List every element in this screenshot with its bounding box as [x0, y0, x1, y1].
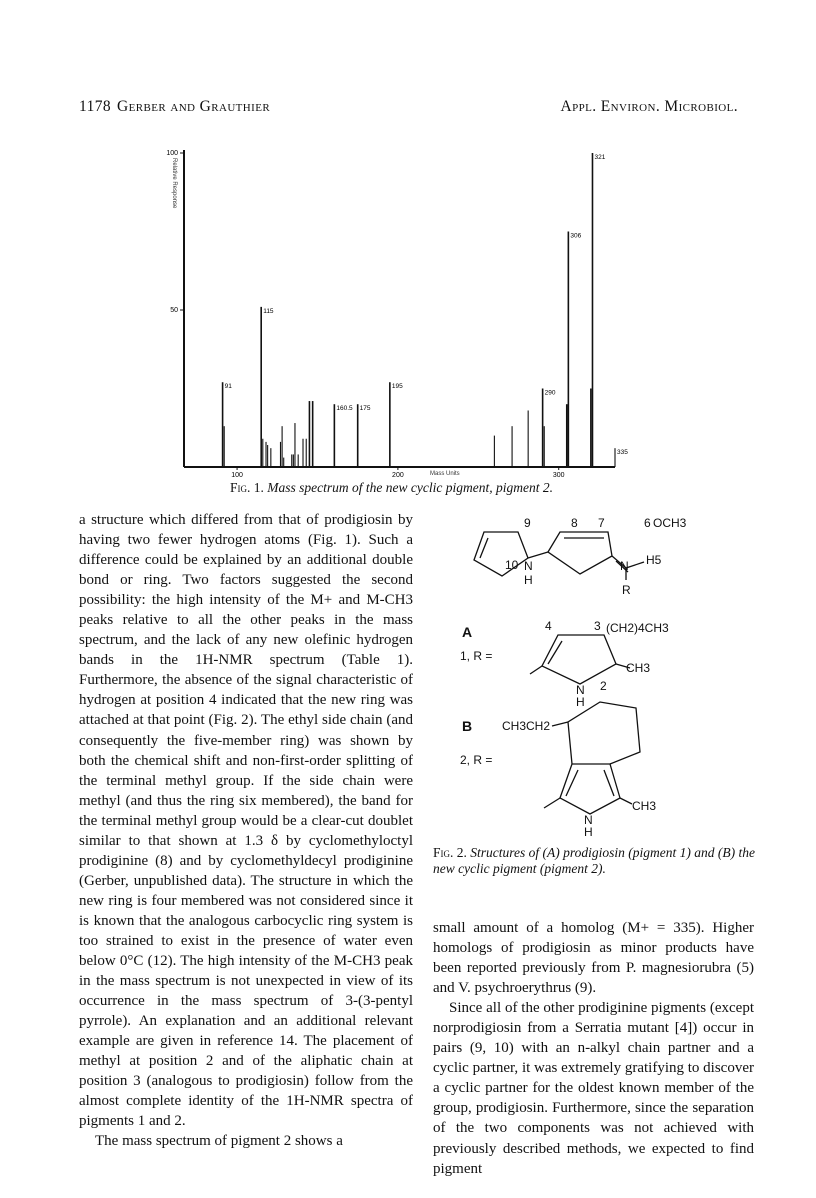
chemical-structures-figure	[440, 508, 760, 838]
x-axis-label: Mass Units	[430, 471, 460, 477]
structure-a-label: A	[462, 624, 473, 640]
atom-label: R	[622, 583, 631, 597]
peak-label: 91	[224, 383, 232, 391]
peak-label: 160.5	[336, 405, 353, 413]
cyclopentane-ring	[568, 702, 640, 764]
bond	[620, 798, 632, 804]
double-bond	[548, 641, 562, 664]
peak-label: 335	[617, 449, 628, 457]
figure-2-caption	[433, 845, 755, 877]
peak-label: 321	[594, 154, 606, 161]
running-header-left	[79, 98, 270, 116]
atom-label: 10	[505, 558, 519, 572]
bond	[552, 722, 568, 726]
atom-label: CH3CH2	[502, 719, 551, 733]
figure-1-caption	[230, 480, 553, 496]
figure-1-caption-text: Mass spectrum of the new cyclic pigment, pigment 2.	[267, 480, 553, 495]
atom-label: H5	[646, 553, 662, 567]
peak-label: 195	[391, 383, 403, 391]
running-header-authors: Gerber and Grauthier	[117, 98, 271, 115]
figure-2-caption-text: Structures of (A) prodigiosin (pigment 1) and (B) the new cyclic pigment (pigment 2).	[433, 845, 755, 876]
figure-2-label: Fig. 2.	[433, 845, 467, 860]
atom-label: CH3	[626, 661, 651, 675]
right-column	[433, 918, 754, 1179]
x-tick-label: 100	[231, 472, 243, 479]
atom-label: N	[576, 683, 585, 697]
atom-label: 8	[571, 516, 578, 530]
body-paragraph: Since all of the other prodiginine pigments (except norprodigiosin from a Serratia mutant [4]) occur in pairs (9, 10) with an n-alkyl chain partner and a cyclic partner, it was extremely gratifying to discover a cyclic partner for the oldest known member of the group, prodigiosin. Furthermore, since the separation of the two components was not achieved with previously described methods, we expected to find pigment	[433, 1000, 754, 1177]
atom-label: 4	[545, 619, 552, 633]
atom-label: N	[524, 559, 533, 573]
structure-a-r-label: 1, R =	[460, 649, 493, 663]
y-tick-label: 50	[170, 307, 178, 314]
bond	[530, 666, 542, 674]
bond	[626, 562, 644, 568]
body-paragraph: small amount of a homolog (M+ = 335). Higher homologs of prodigiosin as minor products have been reported previously from P. magnesiorubra (5) and V. psychroerythrus (9).	[433, 920, 754, 997]
page-number: 1178	[79, 98, 112, 115]
figure-1-label: Fig. 1.	[230, 480, 264, 495]
atom-label: H	[576, 695, 585, 709]
running-header-journal: Appl. Environ. Microbiol.	[560, 98, 738, 115]
atom-label: 6	[644, 516, 651, 530]
double-bond	[566, 770, 578, 796]
structure-b-r-label: 2, R =	[460, 753, 493, 767]
y-axis-label: Relative Response	[171, 158, 177, 209]
atom-label: H	[524, 573, 533, 587]
atom-label: 3	[594, 619, 601, 633]
peak-label: 290	[544, 389, 556, 397]
mass-spectrum-chart	[160, 138, 628, 479]
y-tick-label: 100	[166, 150, 178, 157]
atom-label: H	[584, 825, 593, 839]
peak-label: 115	[263, 307, 274, 315]
body-paragraph: a structure which differed from that of prodigiosin by having two fewer hydrogen atoms (Fig. 1). Such a difference could be explained by an additional double bond or ring. Two factors suggested the second possibility: the high intensity of the M+ and M-CH3 peaks relative to all the other peaks in the mass spectrum, and the lack of any new olefinic hydrogen bands in the 1H-NMR spectrum (Table 1). Furthermore, the absence of the signal characteristic of hydrogen at position 4 indicated that the new ring was attached at that point (Fig. 2). The ethyl side chain (and consequently the five-member ring) was shown by both the chemical shift and non-first-order splitting of the terminal methyl group. If the side chain were methyl (and thus the ring six membered), the band for the terminal methyl group would be a clear-cut doublet similar to that shown at 1.3 δ by cyclomethyloctyl prodiginine (8) and by cyclomethyldecyl prodiginine (Gerber, unpublished data). The structure in which the new ring is four membered was not considered since it is known that the analogous carbocyclic ring system is too strained to exist in the presence of water even below 0°C (12). The high intensity of the M-CH3 peak in the mass spectrum is not unexpected in view of its occurrence in the mass spectrum of 3-(3-pentyl pyrrole). An explanation and an additional relevant example are given in reference 14. The placement of methyl at position 2 and of the aliphatic chain at position 3 (analogous to prodigiosin) follow from the almost complete identity of the 1H-NMR spectra of pigments 1 and 2.	[79, 512, 413, 1130]
atom-label: OCH3	[653, 516, 687, 530]
pyrrole-ring-a	[542, 635, 616, 684]
peak-label: 175	[359, 405, 371, 413]
left-column	[79, 510, 413, 1152]
atom-label: (CH2)4CH3	[606, 621, 669, 635]
atom-label: 9	[524, 516, 531, 530]
structure-b-label: B	[462, 718, 473, 734]
atom-label: 2	[600, 679, 607, 693]
body-paragraph: The mass spectrum of pigment 2 shows a	[95, 1133, 343, 1150]
x-tick-label: 300	[552, 472, 565, 479]
atom-label: N	[620, 559, 629, 573]
atom-label: CH3	[632, 799, 657, 813]
atom-label: 7	[598, 516, 605, 530]
atom-label: N	[584, 813, 593, 827]
peak-label: 306	[570, 232, 582, 240]
bond	[544, 798, 560, 808]
x-tick-label: 200	[392, 472, 404, 479]
bond	[528, 552, 548, 558]
